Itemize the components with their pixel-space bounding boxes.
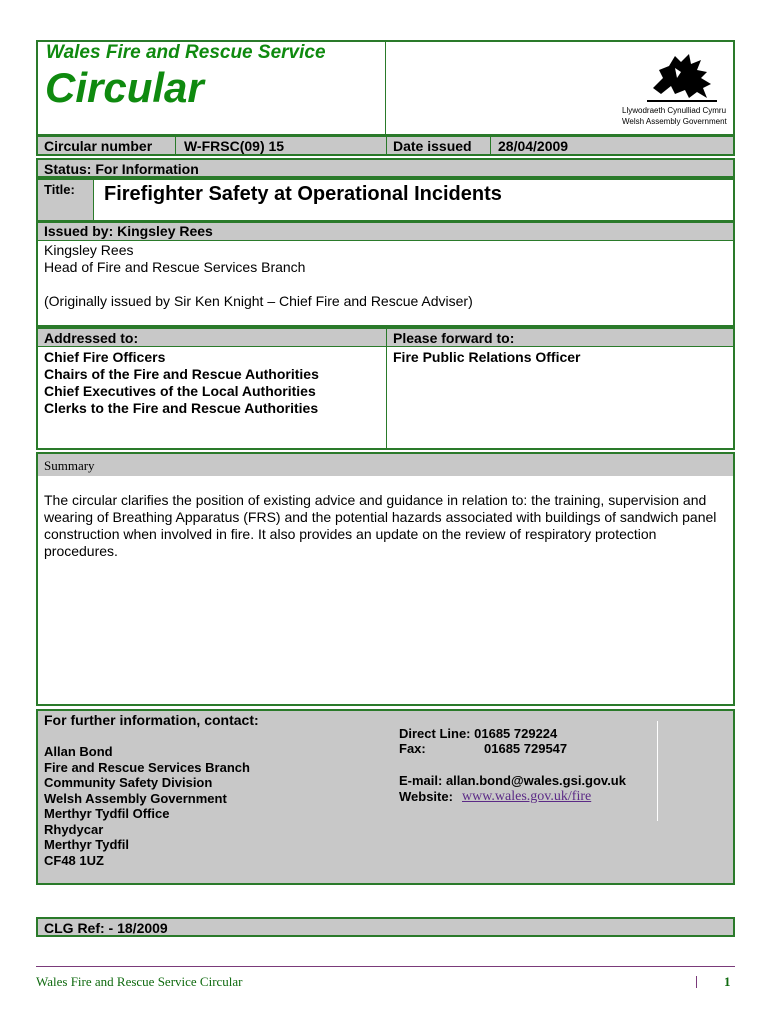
contact-address-line: CF48 1UZ <box>44 852 104 868</box>
circular-number-value: W-FRSC(09) 15 <box>184 138 285 154</box>
contact-address-line: Merthyr Tydfil Office <box>44 806 170 821</box>
title-row <box>36 178 735 222</box>
issuer-role: Head of Fire and Rescue Services Branch <box>44 259 306 275</box>
contact-email: E-mail: allan.bond@wales.gsi.gov.uk <box>399 773 626 788</box>
doc-type-title: Circular <box>45 64 204 111</box>
contact-address-line: Rhydycar <box>44 821 104 837</box>
clg-ref-row <box>36 917 735 937</box>
issuer-name: Kingsley Rees <box>44 242 134 258</box>
contact-direct-line: Direct Line: 01685 729224 <box>399 726 558 741</box>
title-label: Title: <box>44 182 75 197</box>
contact-fax-label: Fax: <box>399 741 426 756</box>
title-value: Firefighter Safety at Operational Incidents <box>104 183 502 205</box>
contact-header: For further information, contact: <box>44 712 259 728</box>
title-label-cell <box>38 180 94 220</box>
contact-address-line: Allan Bond <box>44 744 113 759</box>
date-issued-value: 28/04/2009 <box>498 138 569 154</box>
footer-text: Wales Fire and Rescue Service Circular <box>36 974 243 989</box>
address-section <box>36 327 735 450</box>
status-row <box>36 158 735 178</box>
org-name: Wales Fire and Rescue Service <box>46 42 326 63</box>
status-text: Status: For Information <box>44 161 199 177</box>
contact-website-label: Website: <box>399 789 453 804</box>
original-issuer-note: (Originally issued by Sir Ken Knight – Chief Fire and Rescue Adviser) <box>44 293 473 309</box>
contact-address <box>44 744 250 868</box>
dragon-logo-icon <box>645 48 725 104</box>
summary-header-bar <box>38 454 733 476</box>
forward-to-header: Please forward to: <box>393 330 515 346</box>
issued-by-section <box>36 221 735 327</box>
footer-separator <box>696 976 697 988</box>
header-left <box>38 42 386 134</box>
addressed-to-header: Addressed to: <box>44 330 139 346</box>
page-number: 1 <box>724 974 731 989</box>
contact-address-line: Fire and Rescue Services Branch <box>44 759 250 775</box>
summary-header: Summary <box>44 458 95 473</box>
logo-text-welsh: Llywodraeth Cynulliad Cymru <box>622 106 727 115</box>
date-issued-label: Date issued <box>393 138 472 154</box>
header-right <box>386 42 733 134</box>
contact-divider <box>657 721 658 821</box>
contact-address-line: Merthyr Tydfil <box>44 837 129 852</box>
footer-rule <box>36 966 735 967</box>
contact-address-line: Welsh Assembly Government <box>44 790 227 806</box>
addressed-item: Clerks to the Fire and Rescue Authorities <box>44 400 319 416</box>
forward-item: Fire Public Relations Officer <box>393 349 581 365</box>
contact-fax-value: 01685 729547 <box>484 741 568 756</box>
addressed-item: Chairs of the Fire and Rescue Authorities <box>44 366 319 382</box>
addressed-list <box>44 349 319 417</box>
issued-by-header: Issued by: Kingsley Rees <box>44 223 213 239</box>
issued-by-header-bar <box>38 223 733 241</box>
header-box <box>36 40 735 136</box>
contact-address-line: Community Safety Division <box>44 775 213 790</box>
website-link[interactable]: www.wales.gov.uk/fire <box>462 789 592 804</box>
circular-meta-row <box>36 135 735 156</box>
addressed-item: Chief Fire Officers <box>44 349 166 365</box>
summary-text: The circular clarifies the position of existing advice and guidance in relation to: the training, supervision and wearing of Breathing Apparatus (FRS) and the potential hazards associated with buildings of sandwich panel construction when involved in fire. It also provides an update on the review of respiratory protection procedures. <box>44 492 717 559</box>
addressed-item: Chief Executives of the Local Authorities <box>44 383 316 399</box>
clg-ref: CLG Ref: - 18/2009 <box>44 920 168 936</box>
summary-section <box>36 452 735 706</box>
contact-section <box>36 709 735 885</box>
logo-text-english: Welsh Assembly Government <box>622 117 727 126</box>
circular-number-label: Circular number <box>44 138 153 154</box>
